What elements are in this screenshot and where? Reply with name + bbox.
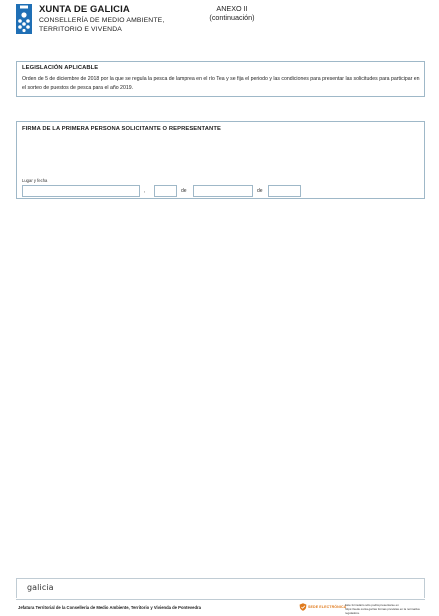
- org-title: XUNTA DE GALICIA: [39, 4, 130, 15]
- footer-logo-area: [16, 578, 425, 598]
- year-field[interactable]: [268, 185, 301, 197]
- sede-shield-icon: [299, 603, 307, 611]
- sede-note-line-1: Este formulario sólo podrá presentarse en: [345, 603, 399, 607]
- xunta-shield-icon: [16, 4, 32, 34]
- sede-note-line-2: https://sede.xunta.gal las formas previstas en la normativa reguladora.: [345, 607, 420, 615]
- legislation-title: LEGISLACIÓN APLICABLE: [22, 65, 99, 71]
- day-field[interactable]: [154, 185, 177, 197]
- month-field[interactable]: [193, 185, 253, 197]
- legislation-text: Orden de 5 de diciembre de 2018 por la que se regula la pesca de lamprea en el río Tea y se fija el periodo y las condiciones para presentar las solicitudes para participar en el sorteo de puestos de pesca para el año 2019.: [22, 76, 420, 91]
- de-separator-1: de: [181, 188, 187, 194]
- annex-title: ANEXO II: [216, 4, 248, 13]
- annex-heading: [202, 4, 262, 22]
- signature-title: FIRMA DE LA PRIMERA PERSONA SOLICITANTE O REPRESENTANTE: [22, 126, 221, 132]
- sede-note: [345, 603, 427, 615]
- office-name: Jefatura Territorial de la Consellería de Medio Ambiente, Territorio y Vivienda de Pontevedra: [18, 605, 201, 610]
- comma-separator: ,: [144, 188, 146, 194]
- galicia-logo: galicia: [27, 583, 54, 592]
- department-line-2: TERRITORIO E VIVENDA: [39, 26, 122, 33]
- de-separator-2: de: [257, 188, 263, 194]
- sede-name: SEDE ELECTRÓNICA: [308, 604, 347, 609]
- department-line-1: CONSELLERÍA DE MEDIO AMBIENTE,: [39, 17, 165, 24]
- header: [16, 4, 426, 40]
- sede-electronica-logo: [299, 603, 347, 613]
- place-date-label: Lugar y fecha: [22, 178, 48, 183]
- footer-divider: [16, 599, 425, 600]
- legislation-section: [16, 61, 425, 97]
- signature-section: [16, 121, 425, 199]
- place-field[interactable]: [22, 185, 140, 197]
- annex-subtitle: (continuación): [209, 13, 255, 22]
